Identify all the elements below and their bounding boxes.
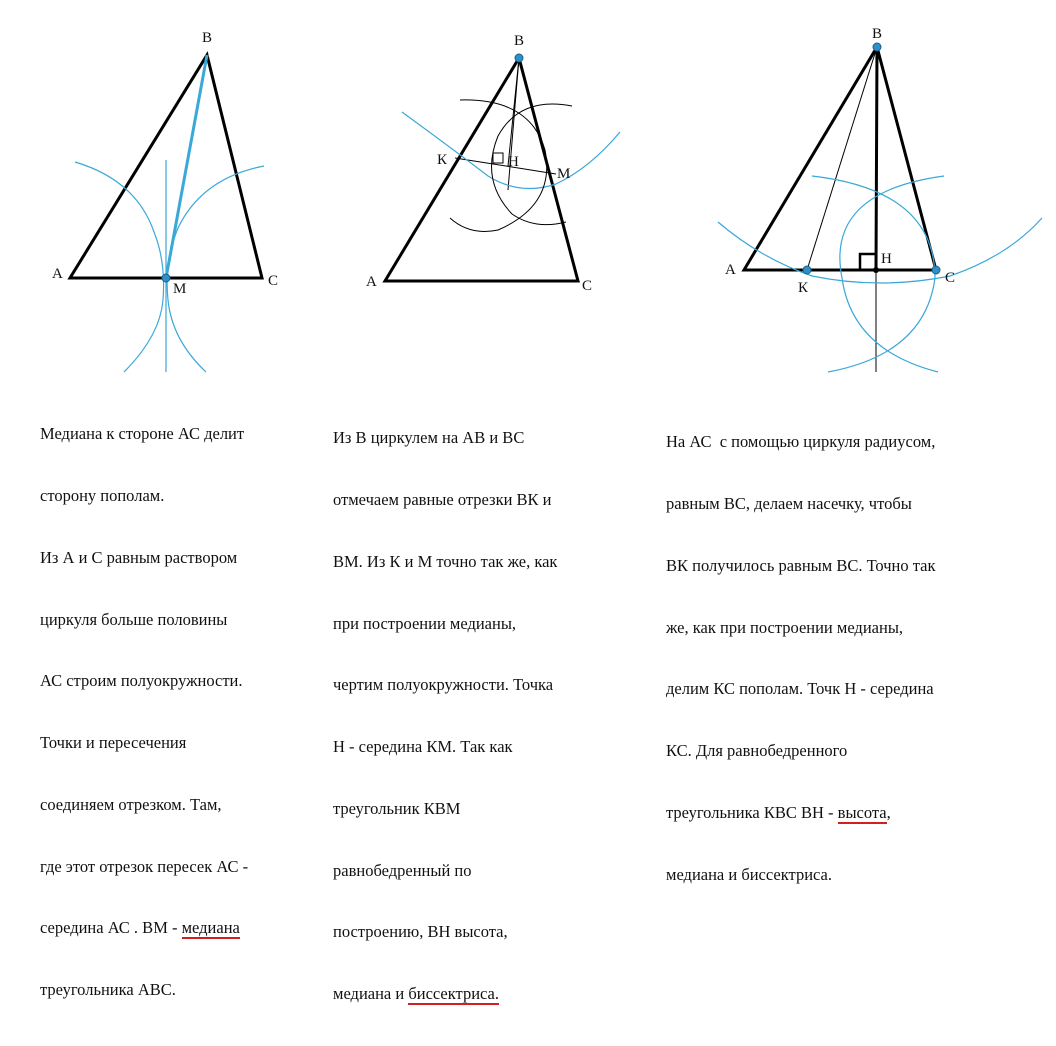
diagrams: [0, 0, 1056, 390]
arc-from-c-3: [840, 176, 944, 372]
text-line: Точки и пересечения: [40, 733, 187, 753]
text-line: при построении медианы,: [333, 613, 517, 633]
panel3-description: [666, 391, 936, 926]
text-line-with-highlight: [40, 918, 248, 939]
arc-from-k: [450, 100, 547, 232]
point-h-3: [873, 267, 879, 273]
text-line: медиана и: [333, 984, 409, 1004]
label-h-2: Н: [508, 154, 519, 170]
arc-from-a: [75, 162, 164, 372]
panel2-description: [333, 387, 557, 1046]
text-line: треугольника КВС ВН -: [666, 802, 838, 822]
text-line-with-highlight: [666, 803, 936, 824]
panel1-diagram: [52, 30, 278, 372]
arc-from-k-3: [812, 176, 935, 372]
point-b-3: [873, 43, 881, 51]
right-angle-mark-2: [493, 153, 503, 163]
triangle-abc-3: [744, 47, 936, 270]
right-angle-mark-3: [860, 254, 876, 270]
point-b-2: [515, 54, 523, 62]
text-line: сторону пополам.: [40, 485, 165, 505]
text-line: Из В циркулем на АВ и ВС: [333, 428, 525, 448]
label-c-1: C: [268, 273, 279, 289]
panel3-diagram: [718, 26, 1042, 372]
label-a-3: A: [725, 262, 736, 278]
arc-radius-bc: [718, 218, 1042, 283]
label-a-2: A: [366, 274, 377, 290]
text-line: треугольника АВС.: [40, 980, 176, 1000]
text-line: Н - середина КМ. Так как: [333, 737, 513, 757]
text-line: Медиана к стороне АС делит: [40, 424, 245, 444]
text-line: циркуля больше половины: [40, 609, 228, 629]
segment-km: [455, 158, 556, 174]
text-line: отмечаем равные отрезки ВК и: [333, 489, 552, 509]
text-suffix: ,: [886, 802, 891, 822]
text-line: построению, ВН высота,: [333, 922, 508, 942]
point-c-3: [932, 266, 940, 274]
label-m-1: M: [173, 281, 187, 297]
text-line: где этот отрезок пересек АС -: [40, 856, 249, 876]
text-line: делим КС пополам. Точк Н - середина: [666, 679, 934, 699]
text-line: середина АС . ВМ -: [40, 918, 182, 938]
text-line: же, как при построении медианы,: [666, 617, 904, 637]
text-line: равнобедренный по: [333, 860, 472, 880]
label-b-2: B: [514, 33, 525, 49]
label-k-3: К: [798, 280, 809, 296]
text-line: соединяем отрезком. Там,: [40, 794, 222, 814]
label-c-3: C: [945, 270, 956, 286]
highlight-median: медиана: [181, 918, 240, 938]
panel1-description: [40, 383, 248, 1042]
panel2-diagram: [366, 33, 620, 294]
triangle-abc-2: [385, 58, 578, 281]
segment-bk: [807, 47, 877, 270]
label-h-3: Н: [881, 251, 892, 267]
text-line: АС строим полуокружности.: [40, 671, 243, 691]
point-m-1: [162, 274, 170, 282]
bisector-extension: [508, 58, 519, 190]
text-line: ВМ. Из К и М точно так же, как: [333, 551, 558, 571]
label-b-3: B: [872, 26, 883, 42]
label-k-2: К: [437, 152, 448, 168]
text-line-with-highlight: [333, 984, 557, 1005]
text-line: Из А и С равным раствором: [40, 547, 238, 567]
text-line: равным ВС, делаем насечку, чтобы: [666, 493, 912, 513]
highlight-bisector: биссектриса.: [408, 984, 500, 1004]
label-a-1: A: [52, 266, 63, 282]
text-line: треугольник КВМ: [333, 798, 461, 818]
text-line: медиана и биссектриса.: [666, 864, 832, 884]
text-line: ВК получилось равным ВС. Точно так: [666, 555, 936, 575]
text-line: КС. Для равнобедренного: [666, 741, 848, 761]
label-c-2: C: [582, 278, 593, 294]
point-k-3: [803, 266, 811, 274]
text-line: чертим полуокружности. Точка: [333, 675, 554, 695]
text-line: На АС с помощью циркуля радиусом,: [666, 432, 936, 452]
altitude-bh: [876, 47, 877, 270]
label-b-1: B: [202, 30, 213, 46]
label-m-2: M: [557, 166, 571, 182]
highlight-altitude: высота: [837, 802, 887, 822]
